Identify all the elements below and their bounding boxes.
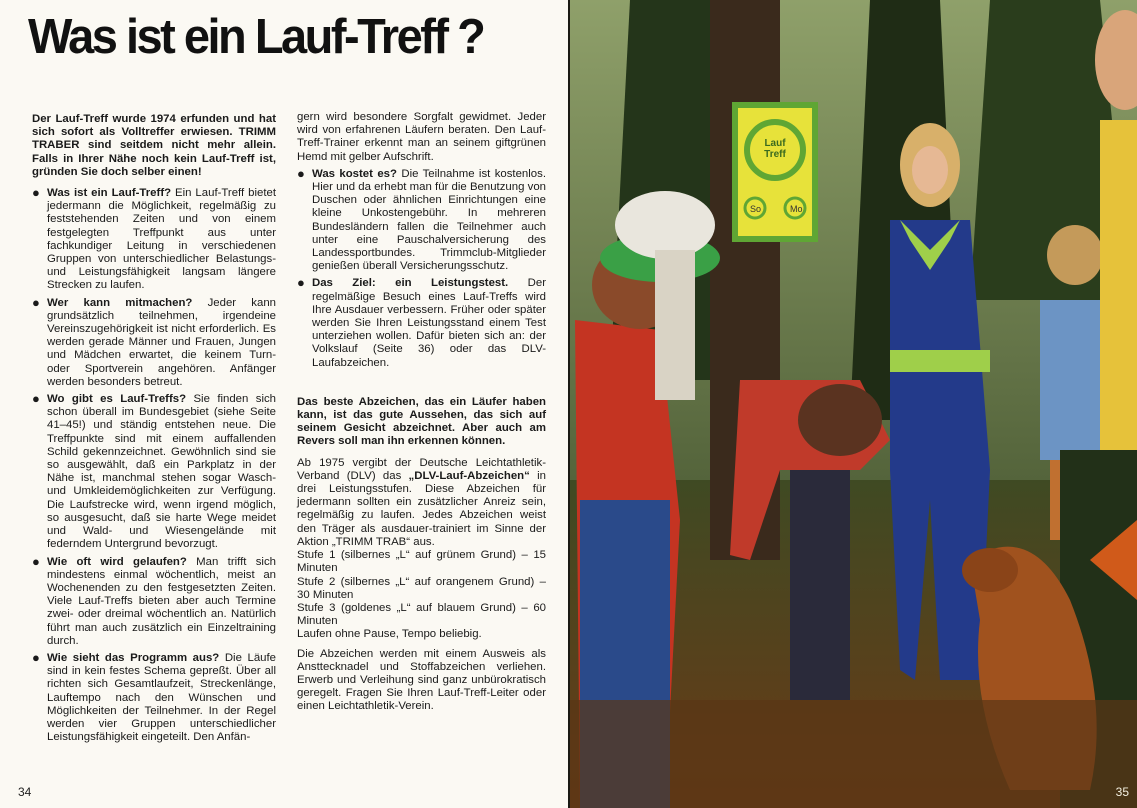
closing-paragraph: Die Abzeichen werden mit einem Ausweis als Ansttecknadel und Stoffabzeichen verliehen. Erwerb und Verleihung sind ganz unbürokratisch geregelt. Fragen Sie Ihren Lauf-Treff-Leiter oder einen Leichtathletik-Verein.: [297, 647, 546, 713]
faq-question: Was kostet es?: [312, 167, 397, 180]
person-boy-blue: [1040, 300, 1110, 460]
stufe-line: Stufe 2 (silbernes „L“ auf orangenem Grund) – 30 Minuten: [297, 575, 546, 601]
text-column-left: [32, 113, 276, 748]
text-column-right: [297, 111, 546, 714]
photo-page: [570, 0, 1137, 808]
faq-answer: Sie finden sich schon überall im Bundesgebiet (siehe Seite 41–45!) und ständig entstehen neue. Die Treffpunkte sind mit einem auffallenden Schild gekennzeichnet. Gewöhnlich sind sie so ausgewählt, daß ein Parkplatz in der Nähe ist, manchmal stehen sogar Wasch- und Umkleidemöglichkeiten zur Verfügung. Die Laufstrecke wird, wenn irgend möglich, so ausgesucht, daß sie harte Wege meidet und Wald- und Wiesengelände mit federndem Untergrund bevorzugt.: [47, 393, 277, 551]
bullet-icon: ●: [32, 391, 40, 407]
stufe-line: Laufen ohne Pause, Tempo beliebig.: [297, 628, 482, 641]
bullet-icon: ●: [32, 185, 40, 201]
faq-item: [32, 294, 276, 389]
faq-answer: Die Teilnahme ist kostenlos. Hier und da erhebt man für die Benutzung von Duschen oder ähnlichen Einrichtungen eine kleine Unkostengebühr. In mehreren Bundesländern fallen die Teilnehmer auch unter eine Pauschalversicherung des Landessportbundes. Trimmclub-Mitglieder genießen überall Versicherungsschutz.: [312, 167, 546, 273]
bullet-icon: ●: [297, 275, 305, 291]
faq-answer: Der regelmäßige Besuch eines Lauf-Treffs wird Ihre Ausdauer verbessern. Früher oder später werden Sie Ihren Leistungsstand einem Test unterziehen wollen. Dafür bieten sich an: der Volkslauf (Seite 36) oder das DLV-Laufabzeichen.: [312, 277, 546, 369]
badge-paragraph: [297, 457, 546, 549]
faq-item: [297, 277, 546, 369]
faq-question: Was ist ein Lauf-Treff?: [47, 187, 172, 200]
page-number-right: 35: [1115, 785, 1129, 799]
faq-item: [32, 649, 276, 744]
faq-question: Wie oft wird gelaufen?: [47, 555, 187, 568]
badge-text-pre: Ab 1975 vergibt der Deutsche Leichtathletik-Verband (DLV) das: [297, 456, 546, 482]
faq-item: [32, 187, 276, 293]
faq-question: Wie sieht das Programm aus?: [47, 651, 220, 664]
bullet-icon: ●: [32, 553, 40, 569]
badge-text-post: in drei Leistungsstufen. Diese Abzeichen für jedermann sollten ein zusätzlicher Anreiz sein, regelmäßig zu laufen. Jedes Abzeichen weist den Träger als ausdauer-trainiert im Sinne der Aktion „TRIMM TRAB“ aus.: [297, 469, 546, 548]
faq-item: [32, 393, 276, 551]
faq-answer: Ein Lauf-Treff bietet jedermann die Möglichkeit, regelmäßig zu feststehenden Zeiten und von einem festgelegten Treffpunkt aus unter fachkundiger Leitung in verschiedenen Gruppen von unterschiedlicher Belastungs- und Leistungsfähigkeit langsam längere Strecken zu laufen.: [47, 187, 276, 292]
faq-question: Wo gibt es Lauf-Treffs?: [47, 393, 187, 406]
continuation-paragraph: gern wird besondere Sorgfalt gewidmet. Jeder wird von erfahrenen Läufern beraten. Den Lauf-Treff-Trainer erkennt man an seinem giftgrünen Hemd mit gelber Aufschrift.: [297, 111, 546, 163]
page-headline: Was ist ein Lauf-Treff ?: [28, 7, 484, 64]
section-spacer: [297, 374, 546, 396]
page-number-left: 34: [18, 785, 32, 799]
faq-answer: Jeder kann grundsätzlich teilnehmen, irgendeine Vereinszugehörigkeit ist nicht erforderlich. Es werden gerade Männer und Frauen, Jungen und Mädchen erwartet, die keinem Turn- oder Sportverein angehören. Anfänger werden besonders betreut.: [47, 296, 276, 388]
badge-name: „DLV-Lauf-Abzeichen“: [408, 469, 530, 482]
left-page: [0, 0, 568, 808]
bullet-icon: ●: [297, 165, 305, 181]
faq-question: Das Ziel: ein Leistungstest.: [312, 277, 509, 290]
person-man-yellow: [1100, 120, 1137, 450]
sign-text-2: Treff: [764, 149, 786, 160]
sign-text-1: Lauf: [764, 138, 786, 149]
pull-quote: Das beste Abzeichen, das ein Läufer haben kann, ist das gute Aussehen, das sich auf seinem Gesicht abzeichnet. Aber auch am Revers soll man ihn erkennen können.: [297, 395, 546, 448]
person-old-man: [615, 191, 715, 259]
person-woman: [890, 220, 990, 680]
sign-text-so: So: [750, 204, 762, 214]
faq-question: Wer kann mitmachen?: [47, 296, 193, 309]
faq-answer: Die Läufe sind in kein festes Schema gepreßt. Über all richten sich Gesamtlaufzeit, Streckenlänge, Lauftempo nach den Wünschen und Möglichkeiten der Teilnehmer. In der Regel werden vier Gruppen unterschiedlicher Leistungsfähigkeit eingeteilt. Den Anfän-: [47, 651, 276, 744]
stufe-line: Stufe 3 (goldenes „L“ auf blauem Grund) – 60 Minuten: [297, 601, 546, 628]
sign-text-mo: Mo: [790, 204, 803, 214]
stufe-line: Stufe 1 (silbernes „L“ auf grünem Grund) – 15 Minuten: [297, 549, 546, 575]
intro-paragraph: Der Lauf-Treff wurde 1974 erfunden und hat sich sofort als Volltreffer erwiesen. TRIMM TRABER sind seitdem nicht mehr allein. Falls in Ihrer Nähe noch kein Lauf-Treff ist, gründen Sie doch selber einen!: [32, 113, 276, 178]
bullet-icon: ●: [32, 649, 40, 665]
faq-item: [32, 553, 276, 648]
bullet-icon: ●: [32, 294, 40, 310]
faq-item: [297, 165, 546, 274]
forest-photo: [570, 0, 1137, 808]
faq-answer: Man trifft sich mindestens einmal wöchentlich, meist an Wochenenden zu den festgesetzten Zeiten. Viele Lauf-Treffs bieten aber auch Termine zwei- oder dreimal wöchentlich an. Natürlich führt man auch zusätzlich ein Einzeltraining durch.: [47, 555, 276, 647]
